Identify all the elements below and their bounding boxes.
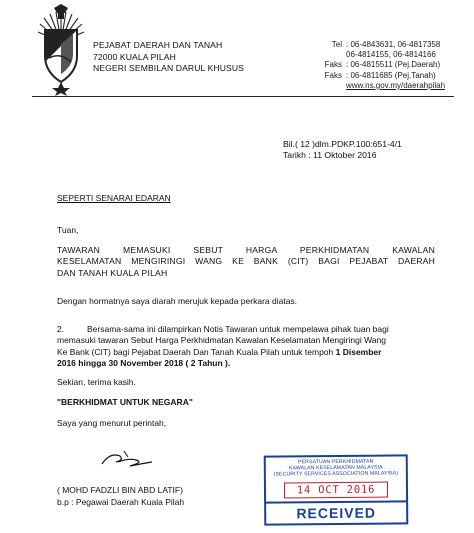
stamp-line: KAWALAN KESELAMATAN MALAYSIA: [288, 464, 383, 472]
subject-line: DAN TANAH KUALA PILAH: [57, 267, 168, 278]
contact-line: [314, 71, 474, 81]
contact-label: Tel: [331, 40, 342, 49]
stamp-line: (SECURITY SERVICES ASSOCIATION MALAYSIA): [273, 470, 399, 478]
salutation: Tuan,: [57, 225, 79, 235]
paragraph-body: [57, 324, 437, 370]
paragraph-number: 2.: [57, 324, 65, 334]
stamp-received-label: RECEIVED: [266, 500, 406, 522]
coat-of-arms-crest: [36, 4, 86, 96]
reference-number: Bil.( 12 )dlm.PDKP.100:651-4/1: [283, 139, 402, 149]
yours-faithfully: Saya yang menurut perintah,: [57, 418, 167, 428]
letterhead-block: [93, 40, 244, 75]
stamp-date: 14 OCT 2016: [284, 481, 388, 498]
signatory-name: ( MOHD FADZLI BIN ABD LATIF): [57, 485, 183, 495]
website-link[interactable]: www.ns.gov.my/daerahpilah: [346, 80, 446, 90]
contact-line: [314, 50, 474, 60]
subject-line: KESELAMATAN MENGIRINGI WANG KE BANK (CIT) BAGI PEJABAT DAERAH: [57, 256, 435, 267]
received-stamp: [264, 454, 409, 525]
contact-line: [314, 40, 474, 50]
paragraph-text: Ke Bank (CIT) bagi Pejabat Daerah Dan Tanah Kuala Pilah untuk tempoh: [57, 346, 336, 357]
subject: [57, 245, 435, 279]
contact-line: [314, 60, 474, 70]
contact-label: Faks: [324, 70, 342, 80]
stamp-line: PERSATUAN PERKHIDMATAN: [298, 458, 374, 466]
contact-block: [314, 40, 474, 91]
paragraph-bold-text: 1 Disember: [335, 346, 382, 357]
motto: "BERKHIDMAT UNTUK NEGARA": [57, 397, 193, 407]
paragraph-line: 2016 hingga 30 November 2018 ( 2 Tahun ).: [57, 358, 231, 369]
contact-value: 06-4814155, 06-4814166: [346, 50, 436, 60]
stamp-header: [266, 456, 406, 478]
contact-value: : 06-4815511 (Pej.Daerah): [346, 60, 441, 70]
signature: [100, 448, 160, 470]
contact-value: : 06-4843631, 06-4817358: [346, 40, 441, 49]
office-address: 72000 KUALA PILAH: [93, 51, 176, 62]
signatory-designation: b.p : Pegawai Daerah Kuala Pilah: [57, 497, 185, 507]
letterhead-divider: [32, 96, 454, 97]
reference-block: [283, 139, 402, 161]
paragraph-line: [57, 347, 437, 358]
subject-line: TAWARAN MEMASUKI SEBUT HARGA PERKHIDMATAN KAWALAN: [57, 245, 435, 255]
closing-line: Sekian, terima kasih.: [57, 377, 136, 387]
opening-line: Dengan hormatnya saya diarah merujuk kepada perkara diatas.: [57, 296, 298, 306]
reference-date: Tarikh : 11 Oktober 2016: [283, 150, 377, 160]
paragraph-line: Bersama-sama ini dilampirkan Notis Tawaran untuk mempelawa pihak tuan bagi: [87, 324, 389, 334]
contact-line: [314, 81, 474, 91]
office-state: NEGERI SEMBILAN DARUL KHUSUS: [93, 63, 244, 73]
contact-label: Faks: [324, 60, 342, 70]
contact-value: : 06-4811685 (Pej.Tanah): [346, 70, 436, 80]
recipient: SEPERTI SENARAI EDARAN: [57, 193, 171, 203]
paragraph-line: memasuki tawaran Sebut Harga Perkhidmatan Kawalan Keselamatan Mengiringi Wang: [57, 335, 386, 346]
office-name: PEJABAT DAERAH DAN TANAH: [93, 40, 223, 50]
